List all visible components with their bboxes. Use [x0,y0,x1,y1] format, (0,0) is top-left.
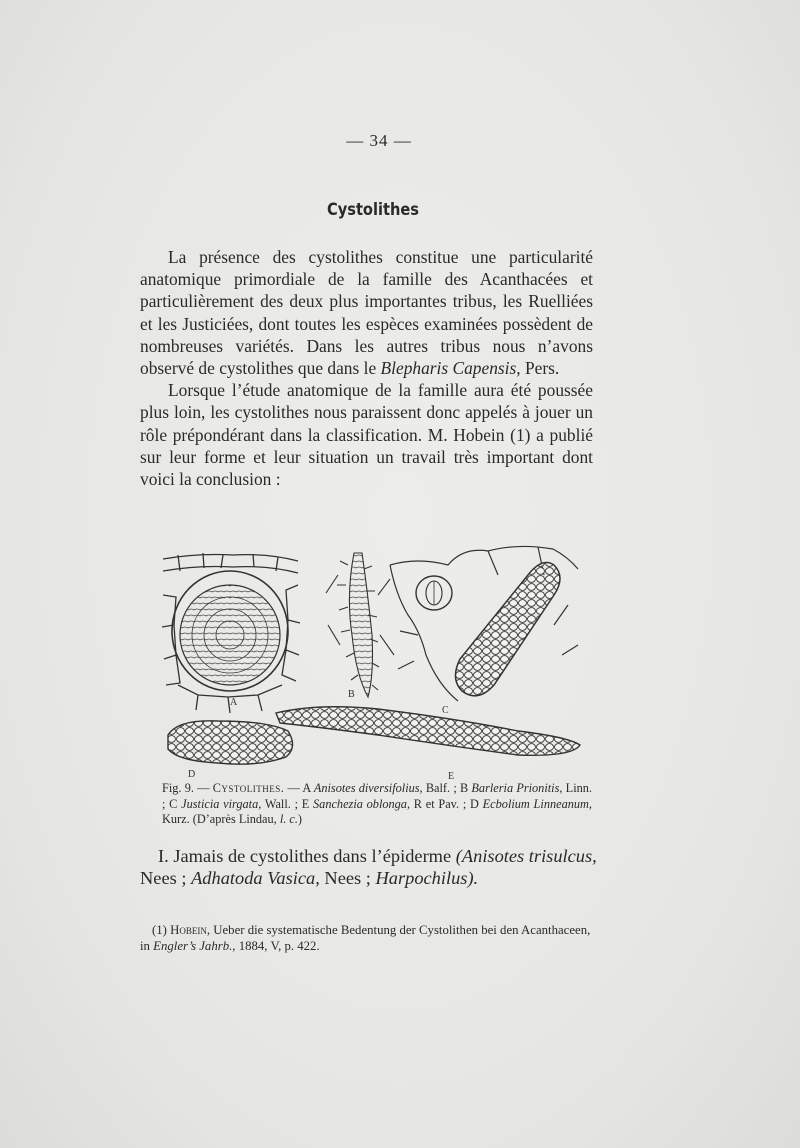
caption-author-c: Wall. ; E [261,796,314,811]
item-text: Jamais de cystolithes dans l’épiderme [173,846,456,866]
label-d: D [188,769,196,780]
body-text [140,246,593,490]
item-number: I. [158,846,174,866]
caption-a: — A [284,781,314,795]
specimen-c [390,546,578,701]
item-author-1: Nees ; [140,867,192,888]
paragraph-1 [140,246,593,379]
caption-species-d: Ecbolium Linneanum, [482,796,592,811]
footnote-author: Hobein, [170,923,211,937]
item-author-2: Nees ; [319,867,376,888]
item-species-2: Adhatoda Vasica, [191,867,320,888]
caption-species-e: Sanchezia oblonga, [313,796,411,811]
caption-author-b: Linn. ; C [162,781,592,811]
label-e: E [448,771,455,782]
specimen-b [326,553,394,697]
footnote-marker: (1) [152,923,171,937]
caption-species-c: Justicia virgata, [181,796,262,811]
species-blepharis: Blepharis Capensis, [380,358,521,379]
footnote [140,923,595,954]
page-number: — 34 — [346,131,412,150]
label-c: C [442,705,449,716]
caption-species-a: Anisotes diversifolius, [313,781,423,795]
item-species-1: (Anisotes trisulcus, [455,846,597,866]
caption-species-b: Barleria Prionitis, [471,781,563,795]
specimen-d [168,721,293,764]
label-a: A [230,697,238,708]
paragraph-1-text: La présence des cystolithes constitue une particularité anatomique primordiale de la famille des Acanthacées et particulièrement des deux plus importantes tribus, les Ruelliées et les Justiciées, dont toutes les espèces examinées possèdent de nombreuses variétés. Dans les autres tribus nous n’avons observé de cystolithes que dans le [140,247,593,379]
caption-author-e: R et Pav. ; D [410,796,483,811]
section-title: Cystolithes [326,200,420,220]
caption-lc: l. c. [279,812,298,827]
footnote-ref: 1884, V, p. 422. [235,938,320,953]
caption-author-a: Balf. ; B [422,781,472,795]
caption-author-d: Kurz. (D’après Lindau, [162,812,280,827]
item-species-3: Harpochilus). [375,867,479,888]
footnote-journal: Engler’s Jahrb., [153,938,236,953]
figure-caption [162,781,592,828]
caption-fig: Fig. 9. — [162,781,213,795]
item-i [140,846,600,889]
paragraph-2: Lorsque l’étude anatomique de la famille aura été poussée plus loin, les cystolithes nous paraissent donc appelés à jouer un rôle prépondérant dans la classification. M. Hobein (1) a publié sur leur forme et leur situation un travail très important dont voici la conclusion : [140,380,593,490]
specimen-a [162,553,300,713]
caption-end: ) [297,812,303,827]
paragraph-1-end: Pers. [520,358,560,379]
label-b: B [348,689,355,700]
footnote-text: Ueber die systematische Bedentung der Cystolithen bei den Acanthaceen, in [140,923,591,953]
cystolith-illustration [158,535,590,783]
specimen-e [276,707,580,756]
caption-heading: Cystolithes. [212,781,285,795]
cystolith-figure [158,535,590,783]
